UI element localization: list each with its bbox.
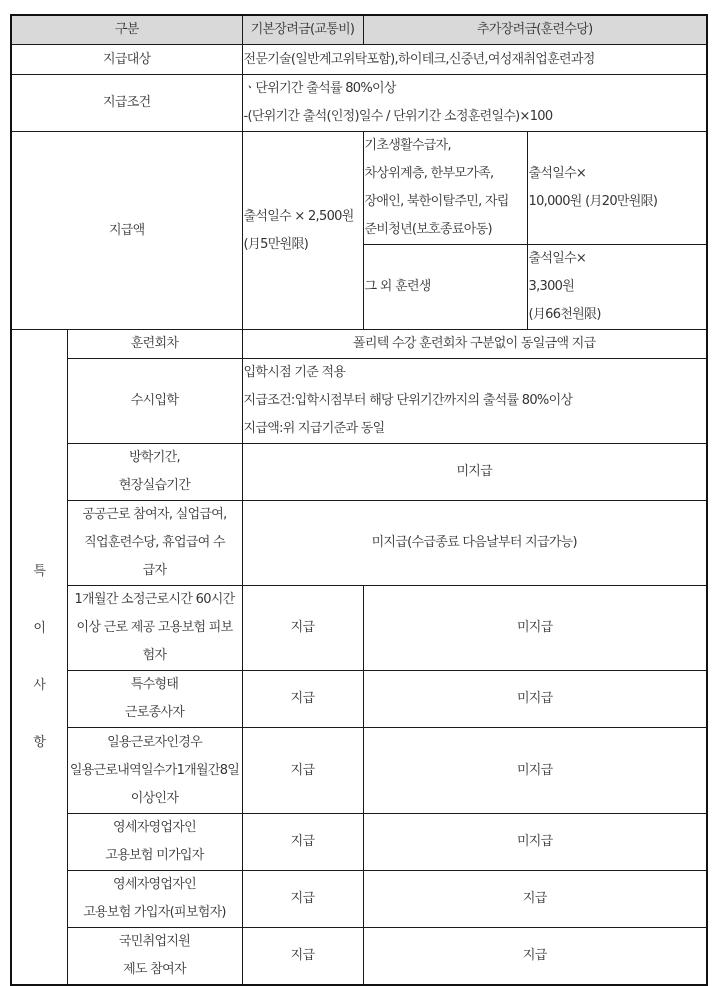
self-employed-insured-extra: 지급 [363,871,707,928]
rolling-admission-line-2: 지급조건:입학시점부터 해당 단위기간까지의 출석률 80%이상 [243,393,573,408]
rolling-admission-line-3: 지급액:위 지급기준과 동일 [243,421,385,436]
amount-group1-value [527,132,707,245]
conditions-value [242,75,707,132]
insured-60h-label-line-2: 이상 근로 제공 고용보험 피보 [76,620,233,635]
special-type-label-line-1: 특수형태 [130,677,179,692]
special-row-vacation [11,444,707,501]
amount-basic [242,132,363,330]
special-row-special-type [11,671,707,728]
eligibility-row [11,45,707,75]
amount-group1-line-3: 장애인, 북한이탈주민, 자립 [364,194,509,209]
amount-basic-line-2: (月5만원限) [243,236,309,252]
public-work-label-line-2: 직업훈련수당, 휴업급여 수 [84,535,225,550]
rolling-admission-label: 수시입학 [67,359,242,444]
special-row-public-work [11,501,707,586]
amount-basic-line-1: 출석일수 × 2,500원 [243,208,354,224]
daily-worker-label-line-3: 이상인자 [130,790,179,806]
self-employed-uninsured-basic: 지급 [242,814,363,871]
amount-group1-value-line-1: 출석일수× [528,166,587,181]
daily-worker-label-line-1: 일용근로자인경우 [107,734,202,750]
amount-group1-value-line-2: 10,000원 (月20만원限) [528,194,658,209]
insured-60h-label-line-1: 1개월간 소정근로시간 60시간 [74,592,235,607]
rolling-admission-line-1: 입학시점 기준 적용 [243,365,346,380]
employment-support-label-line-2: 제도 참여자 [123,962,186,977]
daily-worker-label [67,728,242,814]
amount-group2-value-line-3: (月66천원限) [528,307,601,322]
payment-table [10,14,708,986]
daily-worker-basic: 지급 [242,728,363,814]
insured-60h-basic: 지급 [242,586,363,671]
self-employed-insured-label-line-2: 고용보험 가입자(피보험자) [83,905,226,920]
amount-label: 지급액 [11,132,242,330]
public-work-label-line-3: 급자 [142,563,167,578]
table-header-row [11,15,707,45]
amount-group1-line-4: 준비청년(보호종료아동) [364,222,492,237]
self-employed-uninsured-label-line-1: 영세자영업자인 [112,820,196,835]
conditions-line-2: -(단위기간 출석(인정)일수 / 단위기간 소정훈련일수)×100 [243,109,553,124]
session-label: 훈련회차 [67,330,242,359]
employment-support-extra: 지급 [363,928,707,986]
self-employed-uninsured-extra: 미지급 [363,814,707,871]
amount-row-1 [11,132,707,245]
amount-group2-value-line-1: 출석일수× [528,251,587,266]
eligibility-value: 전문기술(일반계고위탁포함),하이테크,신중년,여성재취업훈련과정 [242,45,707,75]
self-employed-insured-label [67,871,242,928]
self-employed-insured-label-line-1: 영세자영업자인 [112,877,196,892]
special-label-char-3: 사 [33,678,46,693]
special-row-rolling-admission [11,359,707,444]
special-type-extra: 미지급 [363,671,707,728]
special-type-basic: 지급 [242,671,363,728]
daily-worker-label-line-2: 일용근로내역일수가1개월간8일 [69,762,240,778]
conditions-label: 지급조건 [11,75,242,132]
special-row-self-employed-uninsured [11,814,707,871]
rolling-admission-value [242,359,707,444]
special-row-employment-support [11,928,707,986]
header-basic-allowance: 기본장려금(교통비) [242,15,363,45]
public-work-label-line-1: 공공근로 참여자, 실업급여, [82,507,227,522]
employment-support-label [67,928,242,986]
special-type-label [67,671,242,728]
amount-group1 [363,132,527,245]
amount-group2: 그 외 훈련생 [363,245,527,330]
vacation-label-line-1: 방학기간, [129,450,180,465]
insured-60h-extra: 미지급 [363,586,707,671]
header-category: 구분 [11,15,242,45]
special-label-char-1: 특 [33,564,46,579]
self-employed-uninsured-label [67,814,242,871]
special-label-char-2: 이 [33,621,46,636]
special-row-insured-60h [11,586,707,671]
amount-group2-value-line-2: 3,300원 [528,279,575,294]
conditions-line-1: ㆍ단위기간 출석률 80%이상 [243,81,396,96]
vacation-label-line-2: 현장실습기간 [118,478,191,493]
special-label [11,330,67,986]
insured-60h-label [67,586,242,671]
conditions-row [11,75,707,132]
self-employed-uninsured-label-line-2: 고용보험 미가입자 [105,848,204,863]
public-work-value: 미지급(수급종료 다음날부터 지급가능) [242,501,707,586]
amount-group1-line-1: 기초생활수급자, [364,138,451,153]
vacation-value: 미지급 [242,444,707,501]
employment-support-basic: 지급 [242,928,363,986]
special-row-daily-worker [11,728,707,814]
self-employed-insured-basic: 지급 [242,871,363,928]
session-value: 폴리텍 수강 훈련회차 구분없이 동일금액 지급 [242,330,707,359]
special-type-label-line-2: 근로종사자 [124,705,185,720]
amount-group2-value [527,245,707,330]
daily-worker-extra: 미지급 [363,728,707,814]
header-extra-allowance: 추가장려금(훈련수당) [363,15,707,45]
eligibility-label: 지급대상 [11,45,242,75]
insured-60h-label-line-3: 험자 [142,648,167,663]
employment-support-label-line-1: 국민취업지원 [118,934,191,949]
amount-group1-line-2: 차상위계층, 한부모가족, [364,166,494,181]
public-work-label [67,501,242,586]
special-row-session [11,330,707,359]
special-label-char-4: 항 [33,735,46,750]
special-row-self-employed-insured [11,871,707,928]
vacation-label [67,444,242,501]
